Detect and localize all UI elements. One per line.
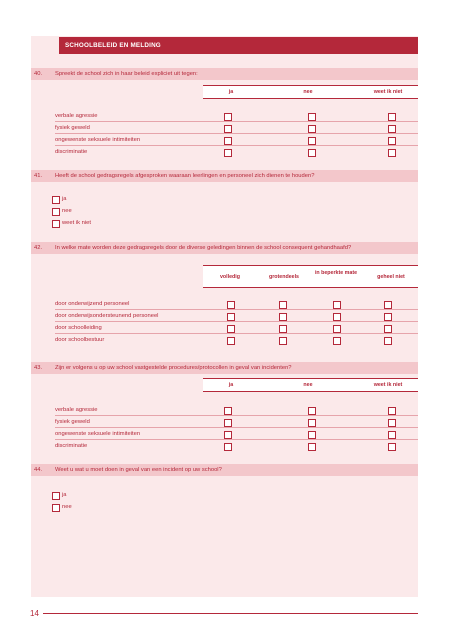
checkbox-weet-ik-niet[interactable] xyxy=(388,407,396,415)
question-text: Zijn er volgens u op uw school vastgestelde procedures/protocollen in geval van incidenten? xyxy=(55,365,292,371)
table-row xyxy=(31,416,418,428)
checkbox-ja[interactable] xyxy=(224,125,232,133)
question-number: 43. xyxy=(34,365,43,371)
row-label: fysiek geweld xyxy=(55,419,90,425)
column-geheel-niet: geheel niet xyxy=(377,274,405,280)
question-text: In welke mate worden deze gedragsregels door de diverse geledingen binnen de school consequent gehandhaafd? xyxy=(55,245,352,251)
checkbox-in-beperkte-mate[interactable] xyxy=(333,313,341,321)
checkbox-grotendeels[interactable] xyxy=(279,325,287,333)
column-weet-ik-niet: weet ik niet xyxy=(373,89,403,95)
table-row xyxy=(31,404,418,416)
table-row xyxy=(31,110,418,122)
option-label: nee xyxy=(62,208,72,214)
answer-columns-header xyxy=(203,85,418,99)
option-label: nee xyxy=(62,504,72,510)
checkbox-in-beperkte-mate[interactable] xyxy=(333,337,341,345)
checkbox-ja[interactable] xyxy=(224,419,232,427)
table-row xyxy=(31,310,418,322)
checkbox-geheel-niet[interactable] xyxy=(384,313,392,321)
question-number: 44. xyxy=(34,467,43,473)
column-ja: ja xyxy=(228,382,234,388)
row-label: fysiek geweld xyxy=(55,125,90,131)
section-header: SCHOOLBELEID EN MELDING xyxy=(59,37,418,54)
table-row xyxy=(31,146,418,158)
checkbox-nee[interactable] xyxy=(308,149,316,157)
row-label: verbale agressie xyxy=(55,407,98,413)
question-44 xyxy=(31,464,418,476)
option-label: ja xyxy=(62,196,67,202)
checkbox-nee[interactable] xyxy=(308,113,316,121)
checkbox-geheel-niet[interactable] xyxy=(384,325,392,333)
checkbox-nee[interactable] xyxy=(308,125,316,133)
checkbox-ja[interactable] xyxy=(224,113,232,121)
table-row xyxy=(31,428,418,440)
checkbox-nee[interactable] xyxy=(308,431,316,439)
checkbox-grotendeels[interactable] xyxy=(279,313,287,321)
column-ja: ja xyxy=(228,89,234,95)
question-40 xyxy=(31,68,418,80)
row-label: door onderwijzend personeel xyxy=(55,301,130,307)
checkbox[interactable] xyxy=(52,208,60,216)
table-row xyxy=(31,440,418,452)
column-grotendeels: grotendeels xyxy=(268,274,300,280)
answer-columns-header xyxy=(203,265,418,288)
checkbox-ja[interactable] xyxy=(224,443,232,451)
row-label: door onderwijsondersteunend personeel xyxy=(55,313,159,319)
question-43 xyxy=(31,362,418,374)
column-nee: nee xyxy=(303,382,313,388)
question-41 xyxy=(31,170,418,182)
table-row xyxy=(31,122,418,134)
checkbox-weet-ik-niet[interactable] xyxy=(388,125,396,133)
checkbox-nee[interactable] xyxy=(308,407,316,415)
footer-divider xyxy=(43,613,418,614)
checkbox-ja[interactable] xyxy=(224,431,232,439)
checkbox[interactable] xyxy=(52,220,60,228)
checkbox-volledig[interactable] xyxy=(227,337,235,345)
checkbox-weet-ik-niet[interactable] xyxy=(388,419,396,427)
row-label: verbale agressie xyxy=(55,113,98,119)
column-nee: nee xyxy=(303,89,313,95)
table-row xyxy=(31,334,418,346)
question-number: 40. xyxy=(34,71,43,77)
row-label: door schoolbestuur xyxy=(55,337,105,343)
page-number: 14 xyxy=(30,609,39,618)
checkbox-volledig[interactable] xyxy=(227,301,235,309)
column-in-beperkte-mate: in beperkte mate xyxy=(314,270,358,276)
checkbox-grotendeels[interactable] xyxy=(279,337,287,345)
checkbox-volledig[interactable] xyxy=(227,313,235,321)
checkbox-in-beperkte-mate[interactable] xyxy=(333,325,341,333)
checkbox-weet-ik-niet[interactable] xyxy=(388,431,396,439)
column-weet-ik-niet: weet ik niet xyxy=(373,382,403,388)
checkbox-ja[interactable] xyxy=(224,137,232,145)
row-label: discriminatie xyxy=(55,443,88,449)
answer-columns-header xyxy=(203,378,418,392)
question-number: 42. xyxy=(34,245,43,251)
table-row xyxy=(31,298,418,310)
checkbox-in-beperkte-mate[interactable] xyxy=(333,301,341,309)
checkbox-weet-ik-niet[interactable] xyxy=(388,113,396,121)
table-row xyxy=(31,322,418,334)
question-text: Spreekt de school zich in haar beleid expliciet uit tegen: xyxy=(55,71,198,77)
checkbox-geheel-niet[interactable] xyxy=(384,301,392,309)
table-row xyxy=(31,134,418,146)
checkbox-ja[interactable] xyxy=(224,407,232,415)
checkbox-nee[interactable] xyxy=(308,419,316,427)
checkbox-weet-ik-niet[interactable] xyxy=(388,443,396,451)
checkbox-nee[interactable] xyxy=(308,137,316,145)
row-label: ongewenste seksuele intimiteiten xyxy=(55,431,141,437)
option-label: weet ik niet xyxy=(62,220,91,226)
checkbox[interactable] xyxy=(52,196,60,204)
question-text: Heeft de school gedragsregels afgesproken waaraan leerlingen en personeel zich dienen te houden? xyxy=(55,173,315,179)
checkbox-volledig[interactable] xyxy=(227,325,235,333)
question-number: 41. xyxy=(34,173,43,179)
checkbox-grotendeels[interactable] xyxy=(279,301,287,309)
checkbox[interactable] xyxy=(52,504,60,512)
checkbox-nee[interactable] xyxy=(308,443,316,451)
checkbox[interactable] xyxy=(52,492,60,500)
column-volledig: volledig xyxy=(219,274,240,280)
checkbox-weet-ik-niet[interactable] xyxy=(388,149,396,157)
row-label: discriminatie xyxy=(55,149,88,155)
checkbox-weet-ik-niet[interactable] xyxy=(388,137,396,145)
checkbox-geheel-niet[interactable] xyxy=(384,337,392,345)
option-label: ja xyxy=(62,492,67,498)
row-label: door schoolleiding xyxy=(55,325,102,331)
question-text: Weet u wat u moet doen in geval van een incident op uw school? xyxy=(55,467,222,473)
question-42 xyxy=(31,242,418,254)
checkbox-ja[interactable] xyxy=(224,149,232,157)
row-label: ongewenste seksuele intimiteiten xyxy=(55,137,141,143)
